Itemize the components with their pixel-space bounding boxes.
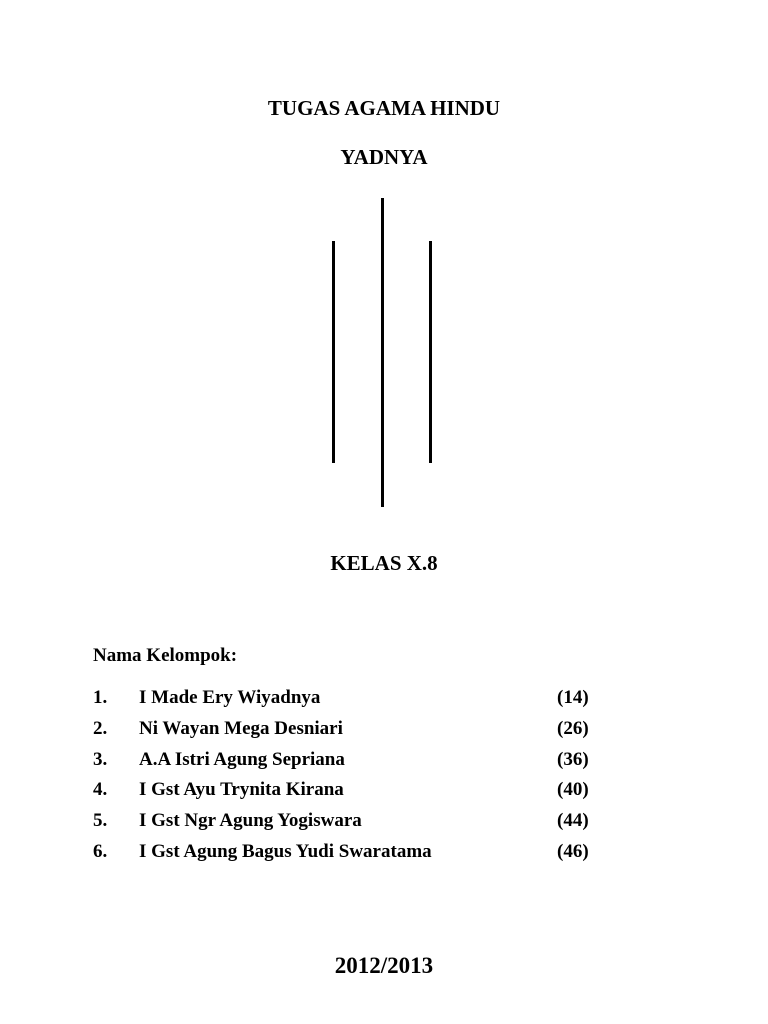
- member-code: (44): [557, 810, 589, 832]
- member-name: I Gst Ngr Agung Yogiswara: [139, 810, 362, 832]
- member-row: [93, 686, 613, 717]
- member-code: (40): [557, 779, 589, 801]
- member-name: I Gst Agung Bagus Yudi Swaratama: [139, 840, 432, 862]
- member-code: (26): [557, 717, 589, 739]
- member-row: [93, 778, 613, 809]
- member-row: [93, 748, 613, 779]
- class-label: KELAS X.8: [330, 551, 438, 575]
- member-code: (14): [557, 687, 589, 708]
- member-number: 3.: [93, 748, 108, 770]
- member-name: I Made Ery Wiyadnya: [139, 687, 321, 708]
- member-code: (36): [557, 748, 589, 770]
- member-row: [93, 717, 613, 748]
- member-number: 5.: [93, 810, 108, 832]
- emblem-line-center: [381, 198, 384, 507]
- member-row: [93, 840, 613, 871]
- emblem-line-right: [429, 241, 432, 463]
- document-title: TUGAS AGAMA HINDU: [267, 96, 501, 120]
- member-number: 4.: [93, 779, 108, 801]
- member-number: 6.: [93, 840, 108, 862]
- document-subtitle: YADNYA: [340, 145, 428, 169]
- member-name: I Gst Ayu Trynita Kirana: [139, 779, 344, 801]
- member-number: 1.: [93, 687, 108, 708]
- member-code: (46): [557, 840, 589, 862]
- member-row: [93, 809, 613, 840]
- member-name: A.A Istri Agung Sepriana: [139, 748, 345, 770]
- member-name: Ni Wayan Mega Desniari: [139, 717, 343, 739]
- member-number: 2.: [93, 717, 108, 739]
- emblem-line-left: [332, 241, 335, 463]
- academic-year: 2012/2013: [334, 953, 434, 978]
- member-list: [93, 686, 613, 871]
- group-heading: Nama Kelompok:: [93, 645, 238, 666]
